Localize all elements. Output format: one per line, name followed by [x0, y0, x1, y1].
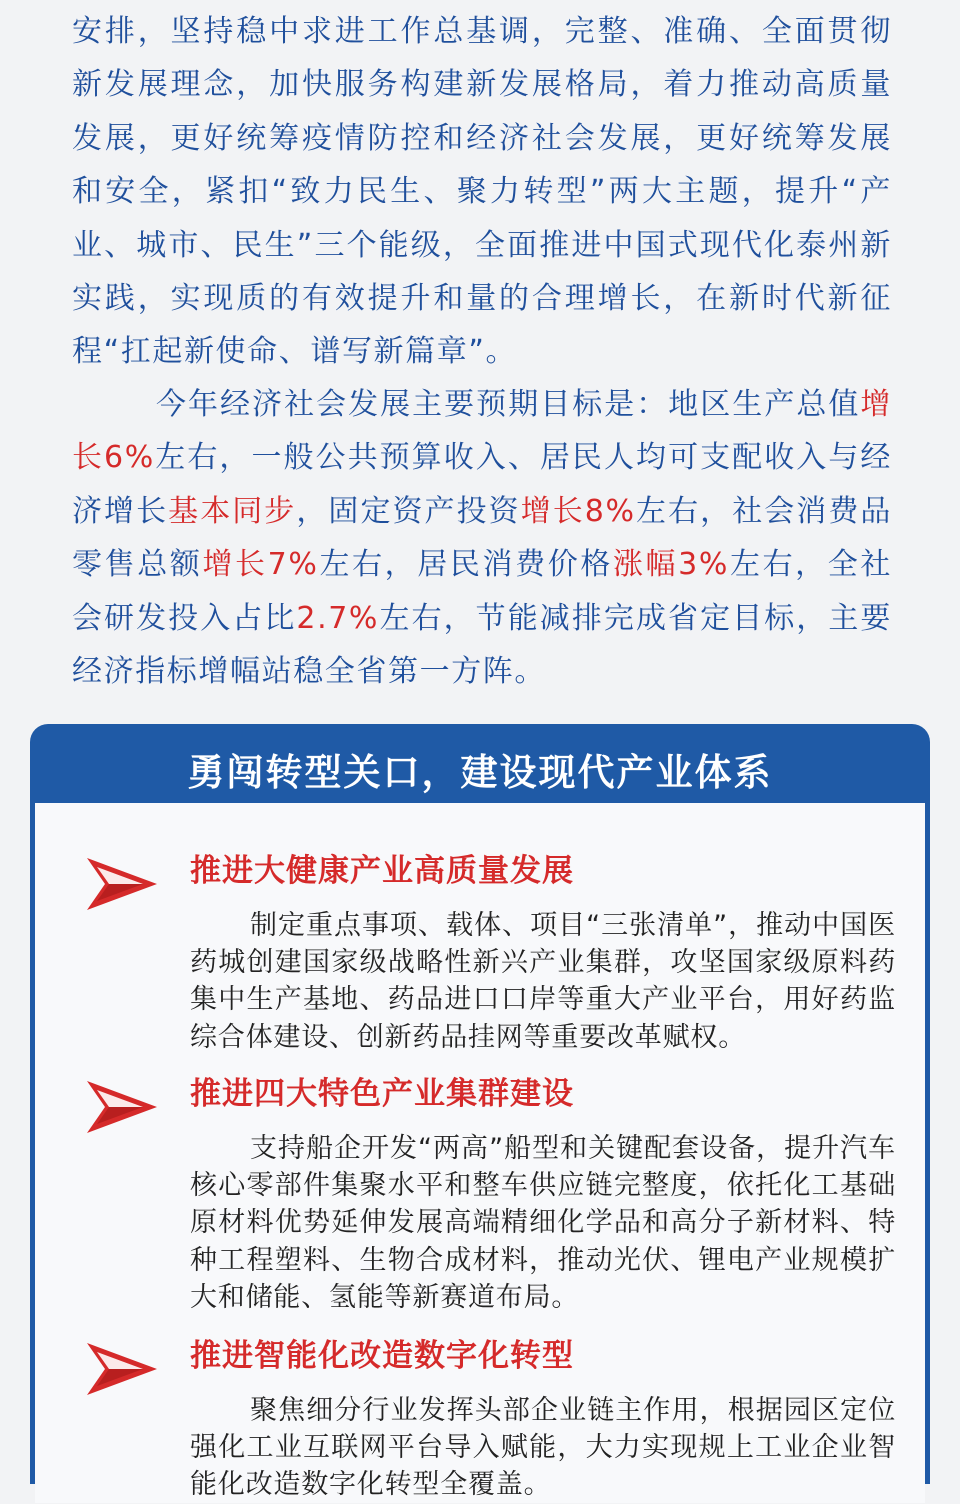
section-content — [35, 803, 925, 1503]
item-body: 聚焦细分行业发挥头部企业链主作用，根据园区定位强化工业互联网平台导入赋能，大力实现规上工业企业智能化改造数字化转型全覆盖。 — [190, 1395, 896, 1501]
text-segment: 左右，一般公共预算收入、居民人均可支配收入与经济增长 — [72, 440, 892, 529]
item-title: 推进大健康产业高质量发展 — [190, 853, 574, 889]
red-arrow-icon — [87, 1081, 157, 1133]
text-segment: 左右，社会消费品零售总额 — [72, 493, 892, 583]
item-body: 支持船企开发“两高”船型和关键配套设备，提升汽车核心零部件集聚水平和整车供应链完整度，依托化工基础原材料优势延伸发展高端精细化学品和高分子新材料、特种工程塑料、生物合成材料，推动光伏、锂电产业规模扩大和储能、氢能等新赛道布局。 — [190, 1133, 896, 1313]
highlight-sync: 基本同步 — [168, 493, 297, 529]
text-segment: 左右，居民消费价格 — [318, 547, 613, 583]
text-segment: 左右，全社会研发投入占比 — [72, 547, 892, 636]
highlight-cpi: 涨幅3% — [612, 547, 729, 583]
section-title: 勇闯转型关口，建设现代产业体系 — [187, 751, 773, 794]
highlight-retail-growth: 增长7% — [202, 547, 319, 583]
highlight-rd-ratio: 2.7% — [296, 600, 380, 636]
highlight-gdp-growth: 增长6% — [72, 387, 892, 476]
text-segment: 左右，节能减排完成省定目标，主要经济指标增幅站稳全省第一方阵。 — [72, 600, 892, 690]
intro-paragraph-2 — [72, 378, 892, 698]
item-title: 推进四大特色产业集群建设 — [190, 1076, 574, 1112]
intro-section — [0, 0, 960, 710]
item-title: 推进智能化改造数字化转型 — [190, 1338, 574, 1374]
industry-section — [30, 724, 930, 1501]
red-arrow-icon — [87, 858, 157, 910]
highlight-investment-growth: 增长8% — [520, 493, 636, 529]
red-arrow-icon — [87, 1343, 157, 1395]
item-body: 制定重点事项、载体、项目“三张清单”，推动中国医药城创建国家级战略性新兴产业集群，攻坚国家级原料药集中生产基地、药品进口口岸等重大产业平台，用好药监综合体建设、创新药品挂网等重要改革赋权。 — [190, 910, 896, 1053]
text-segment: 今年经济社会发展主要预期目标是：地区生产总值 — [156, 387, 861, 422]
intro-paragraph-1: 安排，坚持稳中求进工作总基调，完整、准确、全面贯彻新发展理念，加快服务构建新发展格局，着力推动高质量发展，更好统筹疫情防控和经济社会发展，更好统筹发展和安全，紧扣“致力民生、聚力转型”两大主题，提升“产业、城市、民生”三个能级，全面推进中国式现代化泰州新实践，实现质的有效提升和量的合理增长，在新时代新征程“扛起新使命、谱写新篇章”。 — [72, 14, 892, 370]
text-segment: ，固定资产投资 — [296, 493, 521, 529]
